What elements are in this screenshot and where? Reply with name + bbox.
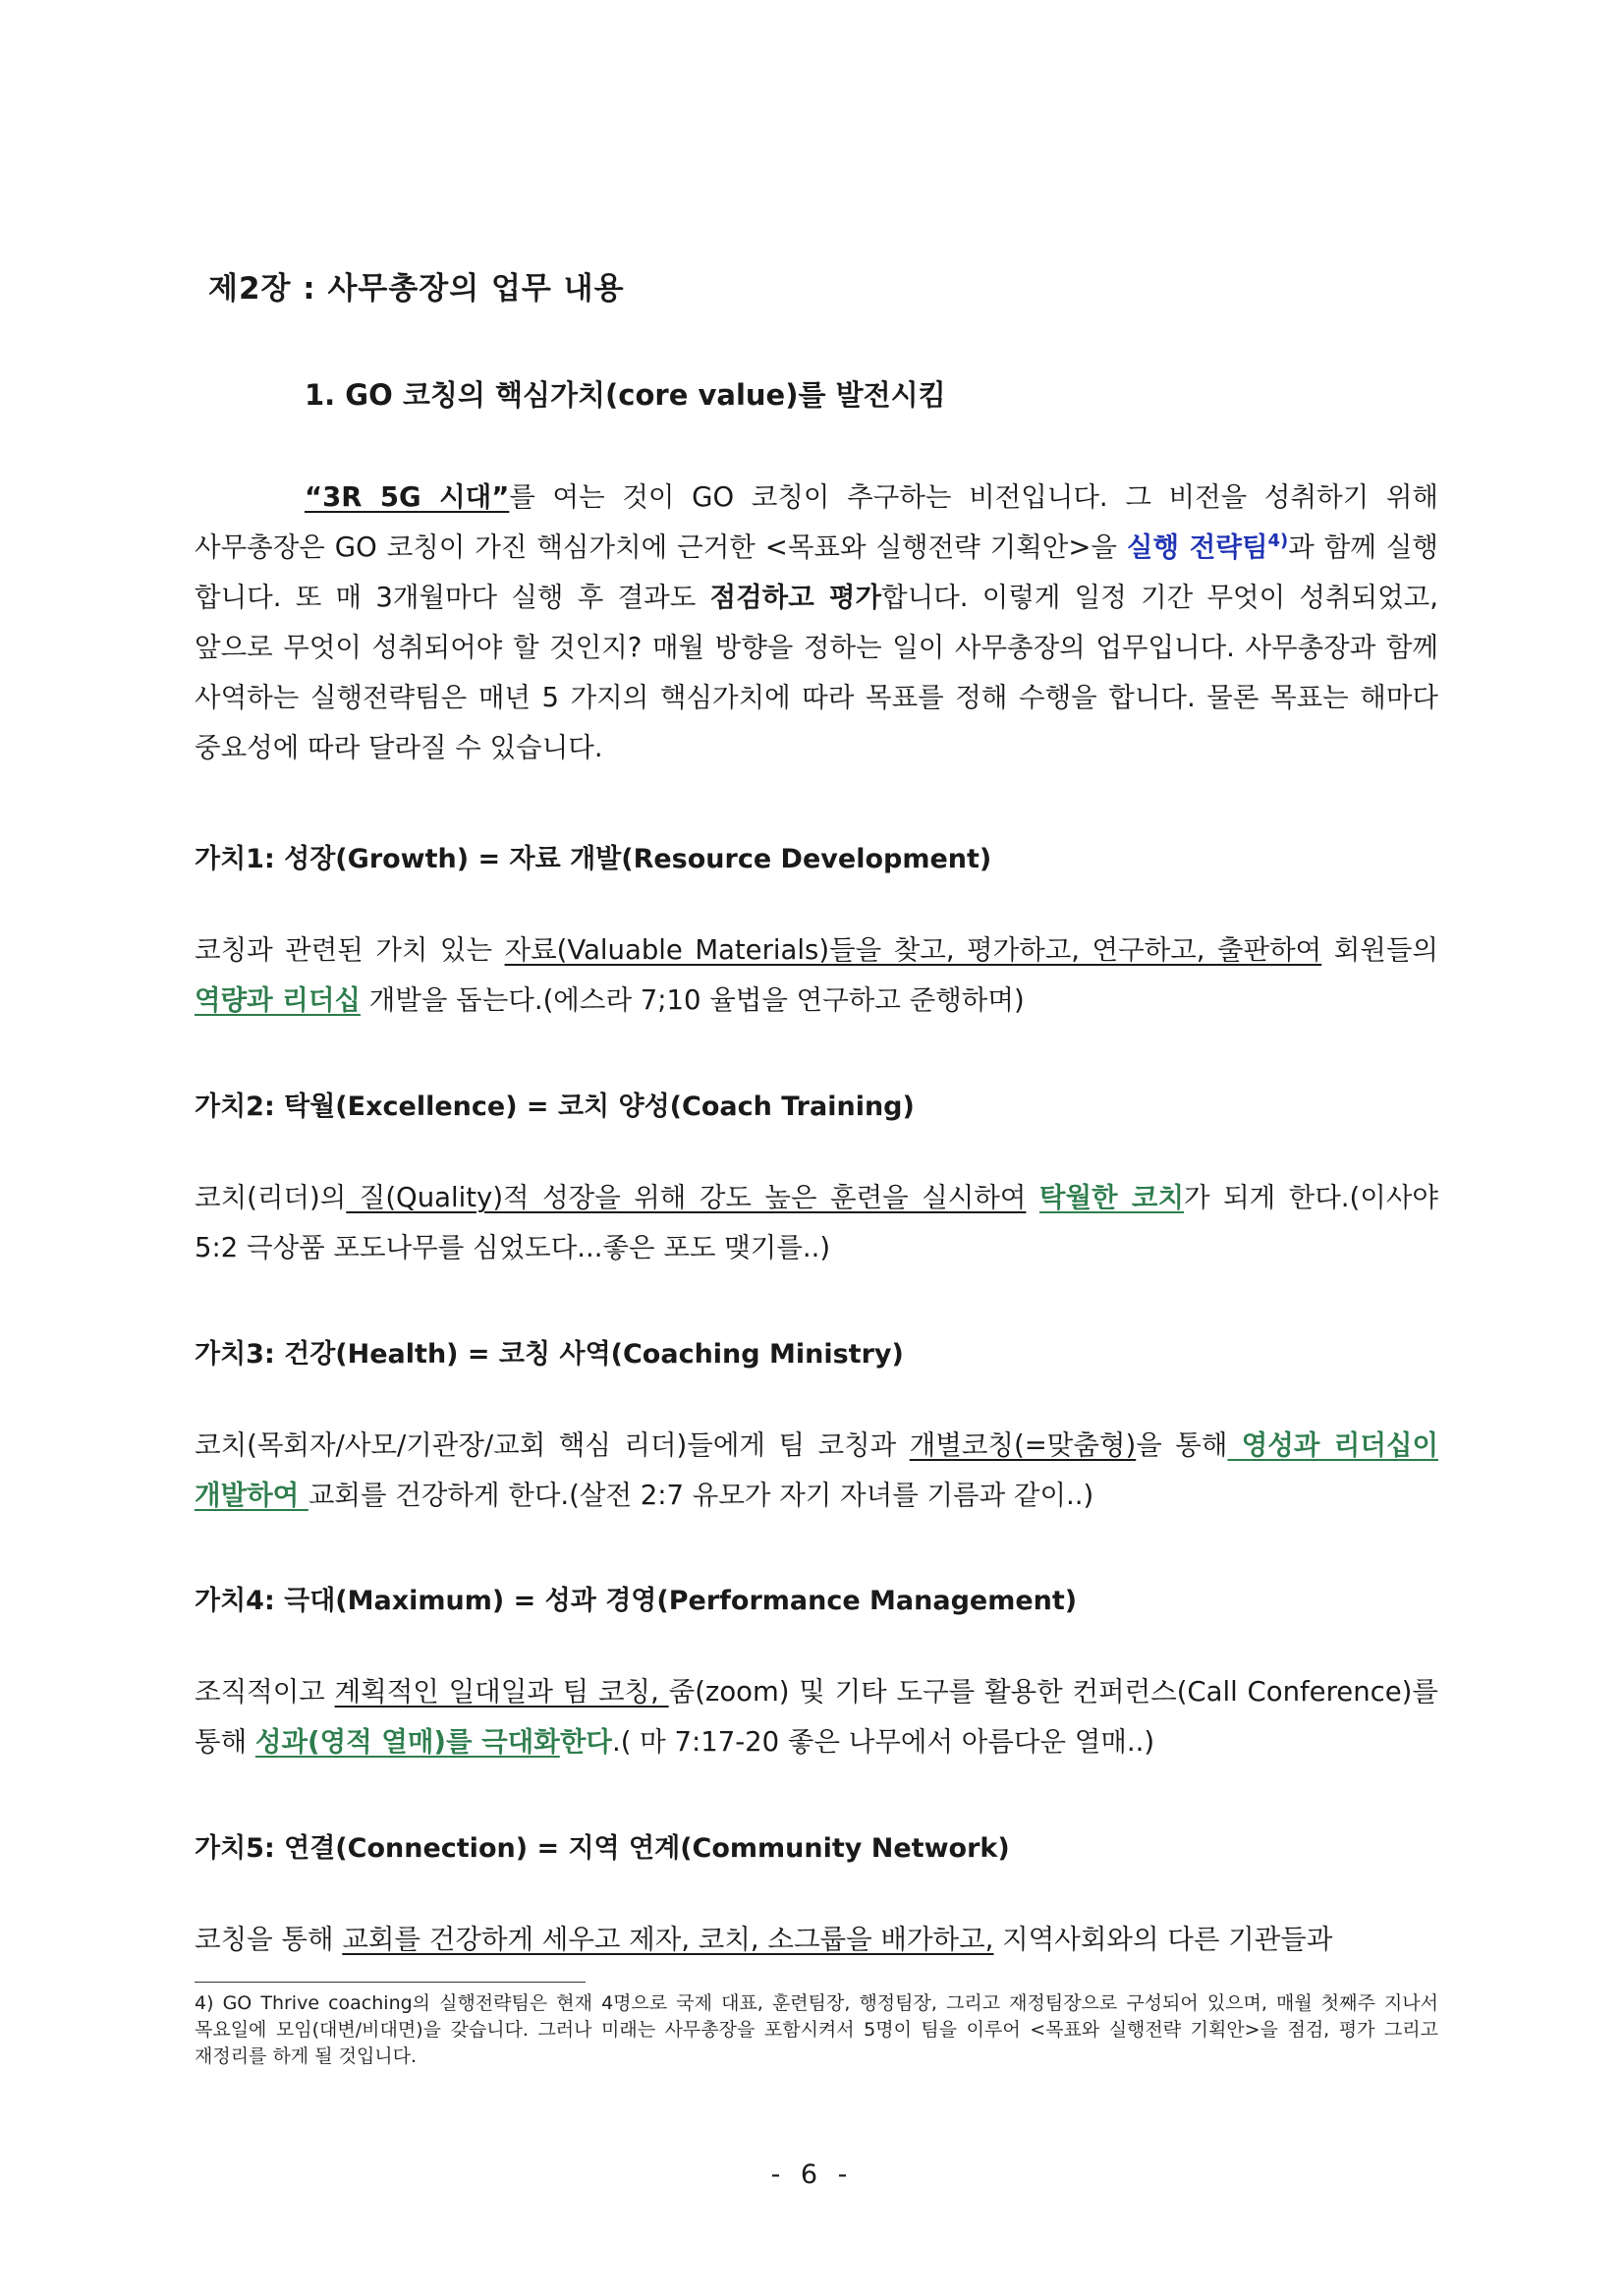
value-1-underlined: 자료(Valuable Materials)들을 찾고, 평가하고, 연구하고, 출판하여 xyxy=(504,934,1322,966)
footnote-ref[interactable]: 4) xyxy=(1267,530,1289,551)
evaluate-term: 점검하고 평가 xyxy=(709,582,882,613)
value-5-text-1: 코칭을 통해 xyxy=(195,1924,343,1955)
value-5-text-2: 지역사회와의 다른 기관들과 xyxy=(993,1924,1333,1955)
value-2-underlined: 질(Quality)적 성장을 위해 강도 높은 훈련을 실시하여 xyxy=(346,1182,1027,1213)
value-4-paragraph xyxy=(195,1667,1438,1767)
value-4-heading: 가치4: 극대(Maximum) = 성과 경영(Performance Management) xyxy=(195,1586,1078,1616)
value-3-text-1: 코치(목회자/사모/기관장/교회 핵심 리더)들에게 팀 코칭과 xyxy=(195,1429,910,1461)
value-3-underlined: 개별코칭(=맞춤형) xyxy=(909,1429,1137,1461)
section-title: 1. GO 코칭의 핵심가치(core value)를 발전시킴 xyxy=(305,378,946,412)
value-3-text-2: 을 통해 xyxy=(1136,1429,1228,1461)
value-3-emphasis: 영성과 리더십이 개발하여 xyxy=(195,1429,1439,1511)
value-4-text-3: .( 마 7:17-20 좋은 나무에서 아름다운 열매..) xyxy=(611,1726,1155,1758)
value-2-paragraph xyxy=(195,1173,1438,1273)
value-2-heading: 가치2: 탁월(Excellence) = 코치 양성(Coach Training) xyxy=(195,1092,915,1122)
value-1-heading: 가치1: 성장(Growth) = 자료 개발(Resource Development) xyxy=(195,844,992,874)
value-3-text-3: 교회를 건강하게 한다.(살전 2:7 유모가 자기 자녀를 기름과 같이..) xyxy=(308,1480,1094,1511)
value-4-emphasis: 성과(영적 열매)를 극대화 xyxy=(254,1726,560,1758)
value-1-text-1: 코칭과 관련된 가치 있는 xyxy=(195,934,505,966)
value-4-text-2: 줌(zoom) 및 기타 도구를 활용한 컨퍼런스(Call Conference)를 통해 xyxy=(195,1676,1438,1758)
footnote-divider xyxy=(195,1982,586,1983)
value-5-underlined: 교회를 건강하게 세우고 제자, 코치, 소그룹을 배가하고, xyxy=(342,1924,994,1955)
intro-text-3: 합니다. 이렇게 일정 기간 무엇이 성취되었고, 앞으로 무엇이 성취되어야 할 것인지? 매월 방향을 정하는 일이 사무총장의 업무입니다. 사무총장과 함께 사역하는 실행전략팀은 매년 5 가지의 핵심가치에 따라 목표를 정해 수행을 합니다. 물론 목표는 해마다 중요성에 따라 달라질 수 있습니다. xyxy=(195,582,1438,763)
value-3-paragraph xyxy=(195,1421,1438,1521)
value-1-paragraph xyxy=(195,925,1438,1026)
value-4-underlined: 계획적인 일대일과 팀 코칭, xyxy=(334,1676,669,1708)
value-3-heading: 가치3: 건강(Health) = 코칭 사역(Coaching Ministry) xyxy=(195,1339,904,1370)
value-5-heading: 가치5: 연결(Connection) = 지역 연계(Community Network) xyxy=(195,1833,1010,1864)
footnote-4: 4) GO Thrive coaching의 실행전략팀은 현재 4명으로 국제 대표, 훈련팀장, 행정팀장, 그리고 재정팀장으로 구성되어 있으며, 매월 첫째주 지나서 목요일에 모임(대변/비대면)을 갖습니다. 그러나 미래는 사무총장을 포함시켜서 5명이 팀을 이루어 <목표와 실행전략 기획안>을 점검, 평가 그리고 재정리를 하게 될 것입니다. xyxy=(195,1992,1438,2067)
intro-text-1: 를 여는 것이 GO 코칭이 추구하는 비전입니다. 그 비전을 성취하기 위해 사무총장은 GO 코칭이 가진 핵심가치에 근거한 <목표와 실행전략 기획안>을 xyxy=(195,481,1438,563)
intro-paragraph xyxy=(195,473,1438,773)
value-2-emphasis: 탁월한 코치 xyxy=(1038,1182,1185,1213)
page-number: - 6 - xyxy=(770,2159,854,2190)
value-1-text-3: 개발을 돕는다.(에스라 7;10 율법을 연구하고 준행하며) xyxy=(360,984,1025,1016)
value-2-text-2 xyxy=(1026,1182,1038,1213)
value-4-emphasis-suffix: 한다 xyxy=(559,1726,612,1758)
value-1-emphasis: 역량과 리더십 xyxy=(195,984,361,1016)
value-4-text-1: 조직적이고 xyxy=(195,1676,335,1708)
value-2-text-1: 코치(리더)의 xyxy=(195,1182,347,1213)
value-5-paragraph xyxy=(195,1915,1438,1965)
value-1-text-2: 회원들의 xyxy=(1321,934,1438,966)
vision-name: “3R 5G 시대” xyxy=(305,481,510,513)
value-2-text-3: 가 되게 한다.(이사야 5:2 극상품 포도나무를 심었도다...좋은 포도 맺기를..) xyxy=(195,1182,1438,1263)
chapter-title: 제2장 : 사무총장의 업무 내용 xyxy=(208,271,625,307)
strategy-team-term: 실행 전략팀 xyxy=(1126,532,1268,563)
intro-text-2: 과 함께 실행 합니다. 또 매 3개월마다 실행 후 결과도 xyxy=(195,532,1438,613)
